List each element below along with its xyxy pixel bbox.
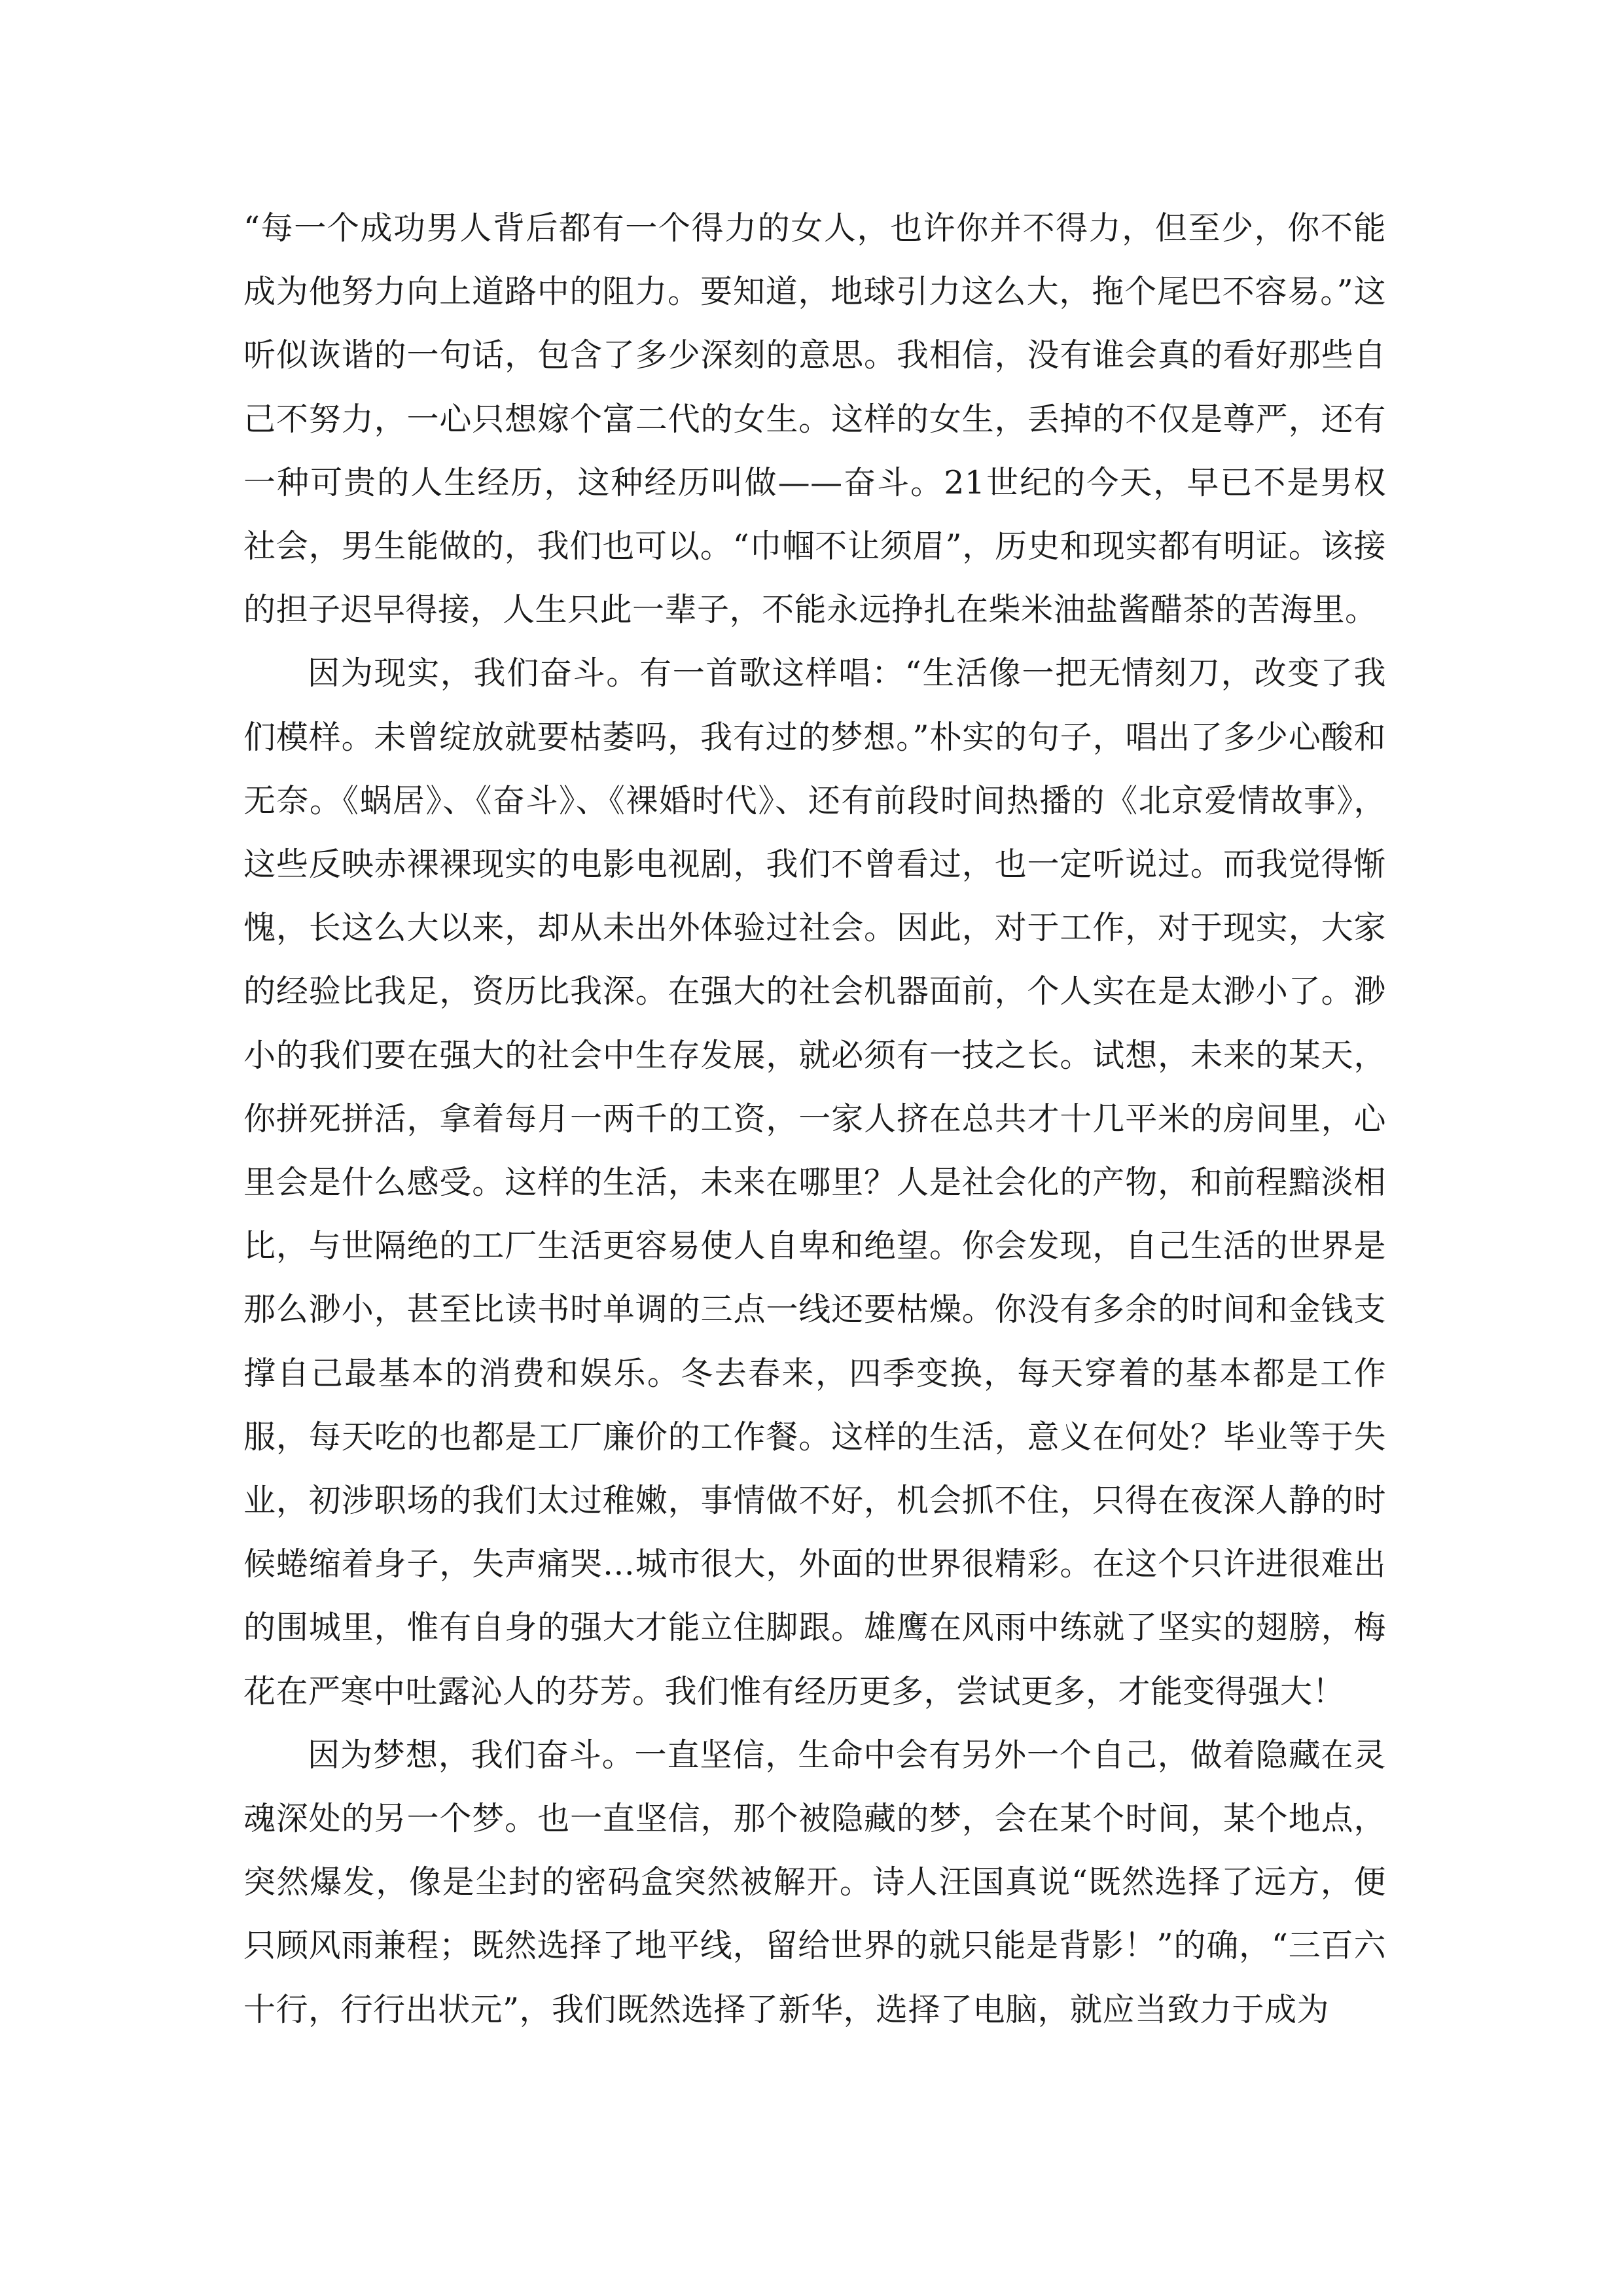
body-text xyxy=(243,196,1386,2041)
paragraph-1: “每一个成功男人背后都有一个得力的女人，也许你并不得力，但至少，你不能成为他努力向上道路中的阻力。要知道，地球引力这么大，拖个尾巴不容易。”这听似诙谐的一句话，包含了多少深刻的意思。我相信，没有谁会真的看好那些自己不努力，一心只想嫁个富二代的女生。这样的女生，丢掉的不仅是尊严，还有一种可贵的人生经历，这种经历叫做——奋斗。21世纪的今天，早已不是男权社会，男生能做的，我们也可以。“巾帼不让须眉”，历史和现实都有明证。该接的担子迟早得接，人生只此一辈子，不能永远挣扎在柴米油盐酱醋茶的苦海里。 xyxy=(243,209,1386,629)
paragraph-2: 因为现实，我们奋斗。有一首歌这样唱：“生活像一把无情刻刀，改变了我们模样。未曾绽放就要枯萎吗，我有过的梦想。”朴实的句子，唱出了多少心酸和无奈。《蜗居》、《奋斗》、《裸婚时代》、还有前段时间热播的《北京爱情故事》，这些反映赤裸裸现实的电影电视剧，我们不曾看过，也一定听说过。而我觉得惭愧，长这么大以来，却从未出外体验过社会。因此，对于工作，对于现实，大家的经验比我足，资历比我深。在强大的社会机器面前，个人实在是太渺小了。渺小的我们要在强大的社会中生存发展，就必须有一技之长。试想，未来的某天，你拼死拼活，拿着每月一两千的工资，一家人挤在总共才十几平米的房间里，心里会是什么感受。这样的生活，未来在哪里？人是社会化的产物，和前程黯淡相比，与世隔绝的工厂生活更容易使人自卑和绝望。你会发现，自己生活的世界是那么渺小，甚至比读书时单调的三点一线还要枯燥。你没有多余的时间和金钱支撑自己最基本的消费和娱乐。冬去春来，四季变换，每天穿着的基本都是工作服，每天吃的也都是工厂廉价的工作餐。这样的生活，意义在何处？毕业等于失业，初涉职场的我们太过稚嫩，事情做不好，机会抓不住，只得在夜深人静的时候蜷缩着身子，失声痛哭…城市很大，外面的世界很精彩。在这个只许进很难出的围城里，惟有自身的强大才能立住脚跟。雄鹰在风雨中练就了坚实的翅膀，梅花在严寒中吐露沁人的芬芳。我们惟有经历更多，尝试更多，才能变得强大！ xyxy=(243,655,1386,1710)
paragraph-3: 因为梦想，我们奋斗。一直坚信，生命中会有另外一个自己，做着隐藏在灵魂深处的另一个梦。也一直坚信，那个被隐藏的梦，会在某个时间，某个地点，突然爆发，像是尘封的密码盒突然被解开。诗人汪国真说“既然选择了远方，便只顾风雨兼程；既然选择了地平线，留给世界的就只能是背影！”的确，“三百六十行，行行出状元”，我们既然选择了新华，选择了电脑，就应当致力于成为 xyxy=(243,1736,1386,2028)
